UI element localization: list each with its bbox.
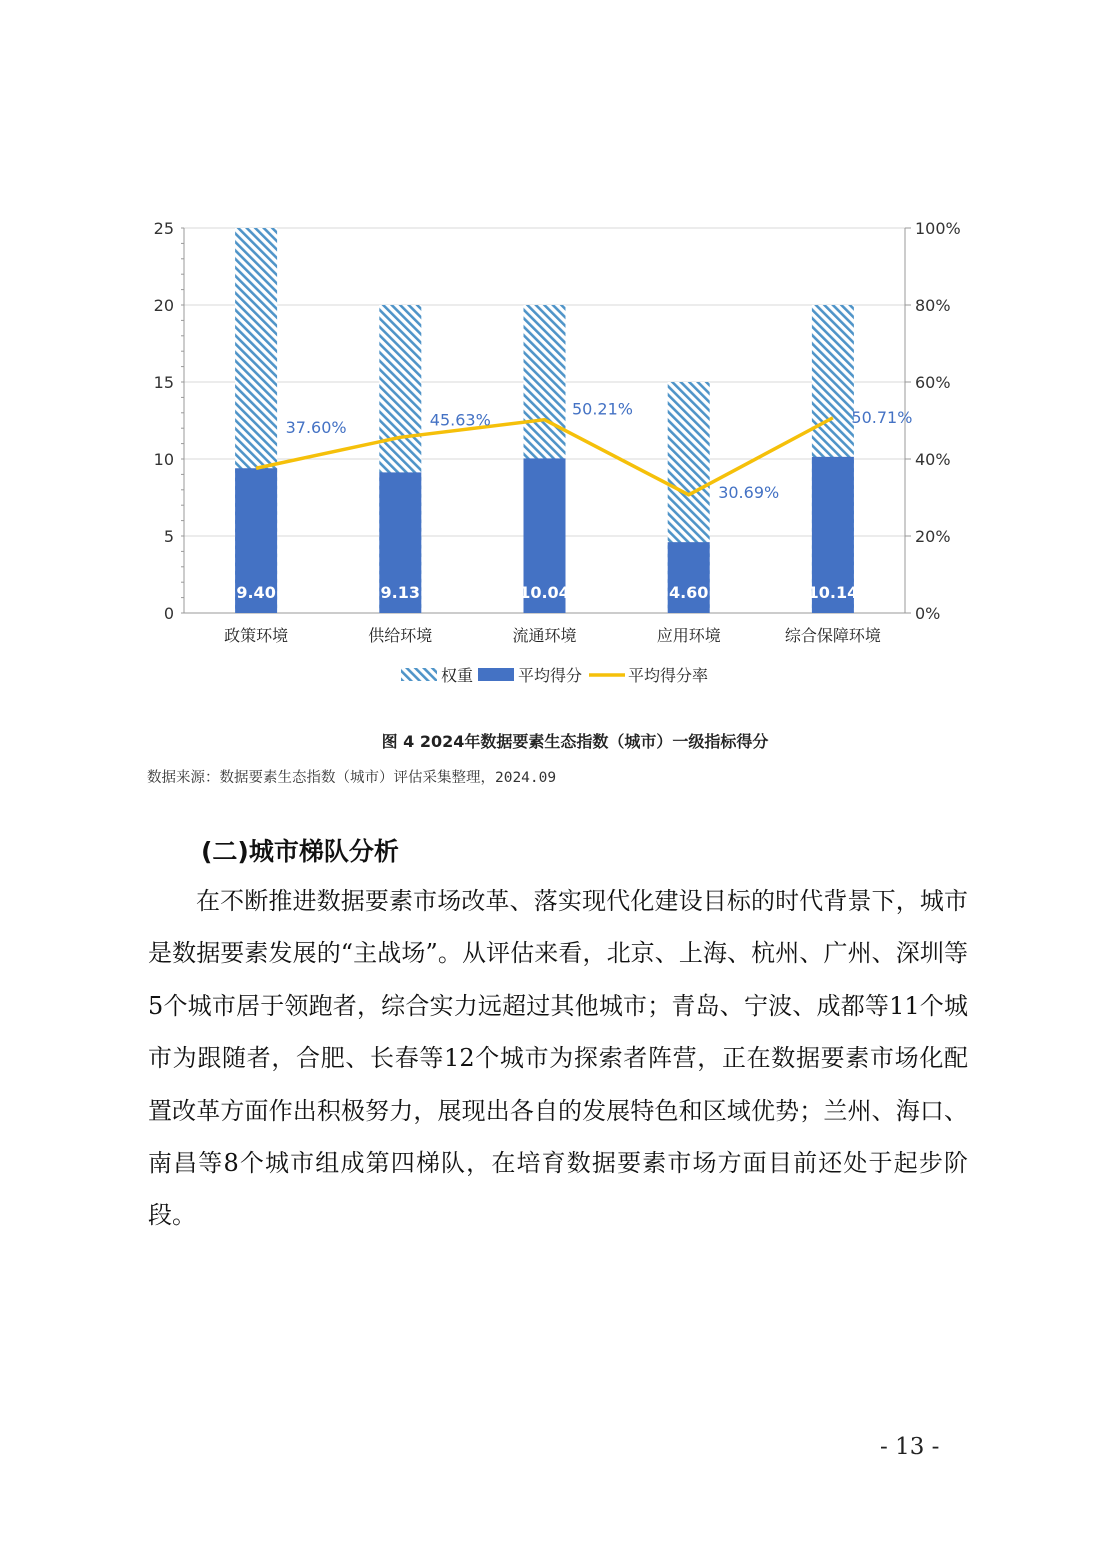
y-left-tick-label: 10 xyxy=(153,450,174,469)
y-left-tick-label: 20 xyxy=(153,296,174,315)
x-tick-label: 应用环境 xyxy=(656,626,721,645)
x-tick-label: 综合保障环境 xyxy=(784,626,881,645)
y-right-tick-label: 60% xyxy=(915,373,951,392)
chart xyxy=(0,0,1102,700)
y-left-tick-label: 5 xyxy=(163,527,174,546)
legend-label-score: 平均得分 xyxy=(518,666,583,685)
rate-data-label: 50.21% xyxy=(571,399,634,419)
rate-data-label: 45.63% xyxy=(429,410,491,430)
section-paragraph: 在不断推进数据要素市场改革、落实现代化建设目标的时代背景下，城市是数据要素发展的“主战场”。从评估来看，北京、上海、杭州、广州、深圳等5个城市居于领跑者，综合实力远超过其他城市；青岛、宁波、成都等11个城市为跟随者，合肥、长春等12个城市为探索者阵营，正在数据要素市场化配置改革方面作出积极努力，展现出各自的发展特色和区域优势；兰州、海口、南昌等8个城市组成第四梯队，在培育数据要素市场方面目前还处于起步阶段。 xyxy=(148,887,968,1230)
score-bar xyxy=(668,542,710,613)
rate-data-label: 50.71% xyxy=(851,408,913,427)
score-data-label: 10.04 xyxy=(519,583,570,602)
page-number: - 13 - xyxy=(880,1434,940,1460)
y-right-tick-label: 100% xyxy=(915,219,961,238)
y-right-tick-label: 80% xyxy=(915,296,951,315)
rate-data-label: 37.60% xyxy=(285,418,347,438)
y-right-tick-label: 0% xyxy=(915,604,941,623)
score-data-label: 9.13 xyxy=(380,583,421,602)
legend xyxy=(401,666,708,685)
rate-data-label: 30.69% xyxy=(718,483,780,502)
legend-swatch-weight xyxy=(401,668,437,681)
figure-source: 数据来源：数据要素生态指数（城市）评估采集整理，2024.09 xyxy=(147,770,557,786)
x-tick-label: 流通环境 xyxy=(512,626,577,645)
y-left-tick-label: 0 xyxy=(163,604,174,623)
y-left-tick-label: 15 xyxy=(153,373,174,392)
y-right-tick-label: 40% xyxy=(915,450,951,469)
legend-swatch-score xyxy=(478,668,514,681)
legend-label-weight: 权重 xyxy=(441,666,474,685)
score-data-label: 4.60 xyxy=(668,583,709,602)
legend-label-rate: 平均得分率 xyxy=(628,666,709,685)
x-tick-label: 供给环境 xyxy=(368,626,433,645)
score-data-label: 10.14 xyxy=(807,583,859,602)
x-tick-label: 政策环境 xyxy=(224,626,289,645)
section-heading: (二)城市梯队分析 xyxy=(201,837,399,866)
score-data-label: 9.40 xyxy=(236,583,276,602)
figure-caption: 图 4 2024年数据要素生态指数（城市）一级指标得分 xyxy=(381,732,769,751)
y-right-tick-label: 20% xyxy=(915,527,951,546)
y-left-tick-label: 25 xyxy=(153,219,174,238)
